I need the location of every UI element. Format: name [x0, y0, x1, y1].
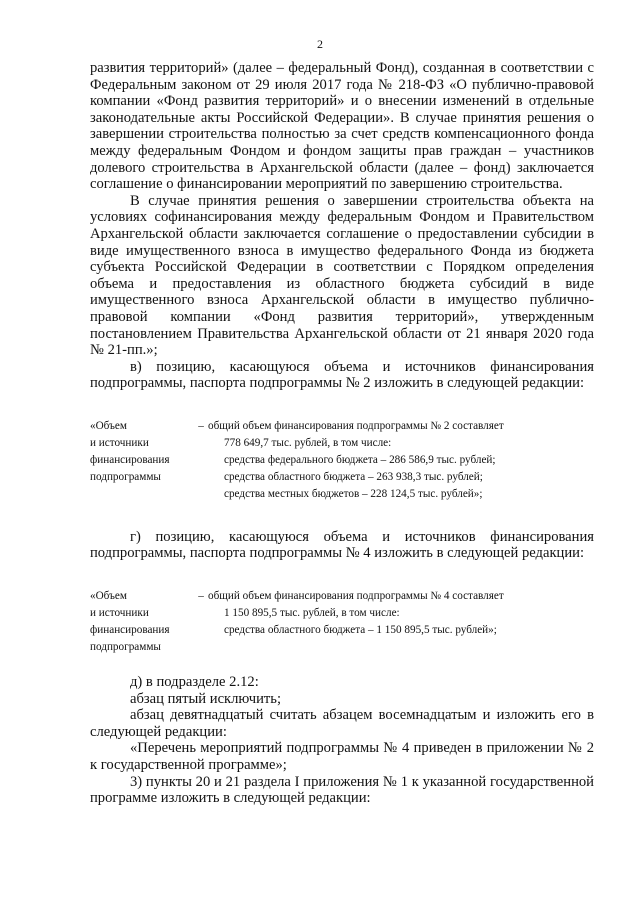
financing-line: 1 150 895,5 тыс. рублей, в том числе: [224, 607, 400, 620]
financing-block-dash: – [198, 590, 204, 603]
financing-block-body [208, 418, 594, 503]
financing-line: средства федерального бюджета – 286 586,9 тыс. рублей; [224, 453, 496, 466]
financing-line: общий объем финансирования подпрограммы № 2 составляет [208, 419, 504, 432]
financing-line: средства местных бюджетов – 228 124,5 тыс. рублей»; [224, 487, 483, 500]
financing-block-body [208, 588, 594, 656]
document-body [90, 60, 594, 807]
financing-block-label: «Объем и источники финансирования подпрограммы [90, 419, 170, 483]
paragraph-cofinancing: В случае принятия решения о завершении строительства объекта на условиях софинансирования между федеральным Фондом и Правительством Архангельской области заключается соглашение о предоставлении субсидии в виде имущественного взноса в имущество федерального Фонда из бюджета субъекта Российской Федерации в соответствии с Порядком определения объема и предоставления из областного бюджета субсидий в виде имущественного взноса Архангельской области в имущество публично-правовой компании «Фонд развития территорий», утвержденным постановлением Правительства Архангельской области от 21 января 2020 года № 21-пп.»; [90, 192, 594, 359]
financing-line: общий объем финансирования подпрограммы № 4 составляет [208, 590, 504, 603]
financing-block-subprogram-4 [90, 588, 594, 656]
financing-block-dash: – [198, 419, 204, 432]
paragraph-continuation: развития территорий» (далее – федеральный Фонд), созданная в соответствии с Федеральным законом от 29 июля 2017 года № 218-ФЗ «О публично-правовой компании «Фонд развития территорий» и о внесении изменений в отдельные законодательные акты Российской Федерации». В случае принятия решения о завершении строительства полностью за счет средств компенсационного фонда между федеральным Фондом и фондом защиты прав граждан – участников долевого строительства в Архангельской области (далее – фонд) заключается соглашение о финансировании мероприятий по завершению строительства. [90, 60, 594, 193]
paragraph-item-3: 3) пункты 20 и 21 раздела I приложения № 1 к указанной государственной программе изложить в следующей редакции: [90, 773, 594, 807]
financing-block-subprogram-2 [90, 418, 594, 503]
paragraph-item-g: г) позицию, касающуюся объема и источников финансирования подпрограммы, паспорта подпрограммы № 4 изложить в следующей редакции: [90, 528, 594, 562]
paragraph-quote-list: «Перечень мероприятий подпрограммы № 4 приведен в приложении № 2 к государственной программе»; [90, 740, 594, 774]
paragraph-abzac-19: абзац девятнадцатый считать абзацем восемнадцатым и изложить его в следующей редакции: [90, 707, 594, 740]
paragraph-abzac-5: абзац пятый исключить; [130, 690, 282, 707]
financing-line: средства областного бюджета – 263 938,3 тыс. рублей; [224, 470, 483, 483]
financing-block-label: «Объем и источники финансирования подпрограммы [90, 590, 170, 654]
financing-line: 778 649,7 тыс. рублей, в том числе: [224, 436, 392, 449]
paragraph-item-v: в) позицию, касающуюся объема и источников финансирования подпрограммы, паспорта подпрограммы № 2 изложить в следующей редакции: [90, 358, 594, 392]
paragraph-item-d: д) в подразделе 2.12: [130, 674, 259, 691]
page-number: 2 [317, 37, 323, 51]
financing-line: средства областного бюджета – 1 150 895,5 тыс. рублей»; [224, 624, 497, 637]
